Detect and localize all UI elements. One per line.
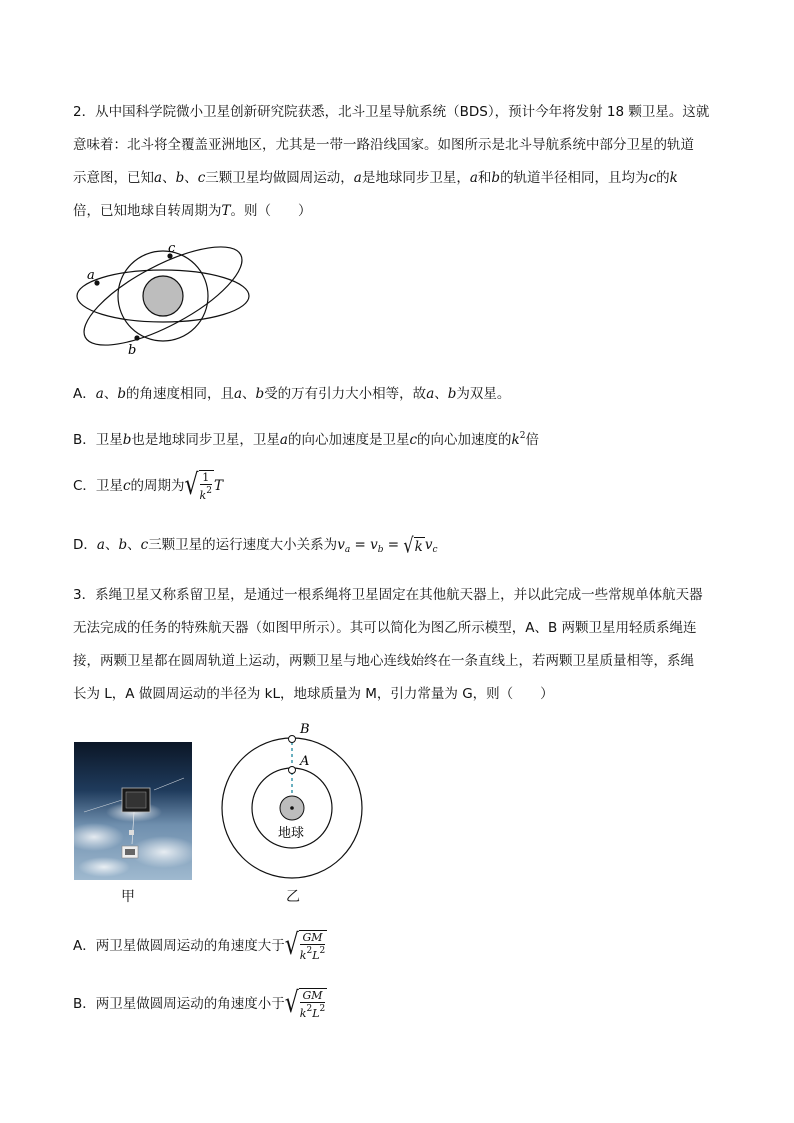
q3-line-2: 无法完成的任务的特殊航天器（如图甲所示）。其可以简化为图乙所示模型，A、B 两颗卫星用轻质系绳连: [73, 620, 697, 636]
small-satellite-icon: [122, 846, 138, 858]
q2-option-b: B．卫星b也是地球同步卫星，卫星a的向心加速度是卫星c的向心加速度的$k^2$倍: [73, 431, 539, 448]
satellite-A-dot: [289, 767, 296, 774]
q3-option-b: B．两卫星做圆周运动的角速度小于 √ $\frac{GM}{k^2L^2}$: [73, 987, 326, 1020]
q3-line-1: 3．系绳卫星又称系留卫星，是通过一根系绳将卫星固定在其他航天器上，并以此完成一些常规单体航天器: [73, 587, 703, 603]
sqrt-formula-q3b: √ $\frac{GM}{k^2L^2}$: [284, 987, 326, 1020]
label-B: B: [300, 722, 310, 737]
sqrt-formula-q3a: √ $\frac{GM}{k^2L^2}$: [284, 929, 326, 962]
q2-option-d: D．a、b、c三颗卫星的运行速度大小关系为$v_a = v_b$ = √ k $v_c$: [73, 532, 438, 558]
label-c: c: [168, 241, 176, 256]
q3-option-a: A．两卫星做圆周运动的角速度大于 √ $\frac{GM}{k^2L^2}$: [73, 929, 326, 962]
velocity-relation: $v_a = v_b$ = √ k $v_c$: [337, 532, 438, 558]
satellite-b-dot: [134, 335, 139, 340]
label-a: a: [87, 268, 95, 283]
q3-line-3: 接，两颗卫星都在圆周轨道上运动，两颗卫星与地心连线始终在一条直线上，若两颗卫星质量相等，系绳: [73, 653, 694, 669]
orbit-diagram: [70, 236, 260, 360]
q2-number: 2．: [73, 104, 96, 120]
label-A: A: [300, 754, 310, 769]
figure-yi-label: 乙: [286, 889, 300, 905]
satellite-a-dot: [94, 280, 99, 285]
q2-line-1: 2．从中国科学院微小卫星创新研究院获悉，北斗卫星导航系统（BDS），预计今年将发射 18 颗卫星。这就: [73, 104, 710, 120]
tether-orbit-diagram: [220, 720, 370, 880]
sqrt-formula-c: √ $\frac{1}{k^2}$: [184, 469, 212, 502]
q2-option-a: A．a、b的角速度相同，且a、b受的万有引力大小相等，故a、b为双星。: [73, 386, 511, 402]
label-earth: 地球: [278, 826, 305, 841]
q2-line-2: 意味着：北斗将全覆盖亚洲地区，尤其是一带一路沿线国家。如图所示是北斗导航系统中部分卫星的轨道: [73, 137, 694, 153]
label-b: b: [128, 343, 137, 358]
q2-line-3: 示意图，已知a、b、c三颗卫星均做圆周运动，a是地球同步卫星，a和b的轨道半径相同，且均为c的k: [73, 170, 678, 186]
q3-number: 3．: [73, 587, 96, 603]
tethered-satellite-photo: [74, 742, 192, 880]
earth-circle: [143, 276, 183, 316]
figure-jia-label: 甲: [121, 889, 135, 905]
q2-line-4: 倍，已知地球自转周期为T。则（ ）: [73, 203, 312, 219]
satellite-B-dot: [289, 736, 296, 743]
q2-option-c: C．卫星c的周期为 √ $\frac{1}{k^2}$ T: [73, 469, 223, 502]
satellite-body-icon: [122, 788, 150, 812]
q3-line-4: 长为 L，A 做圆周运动的半径为 kL，地球质量为 M，引力常量为 G，则（ ）: [73, 686, 554, 702]
